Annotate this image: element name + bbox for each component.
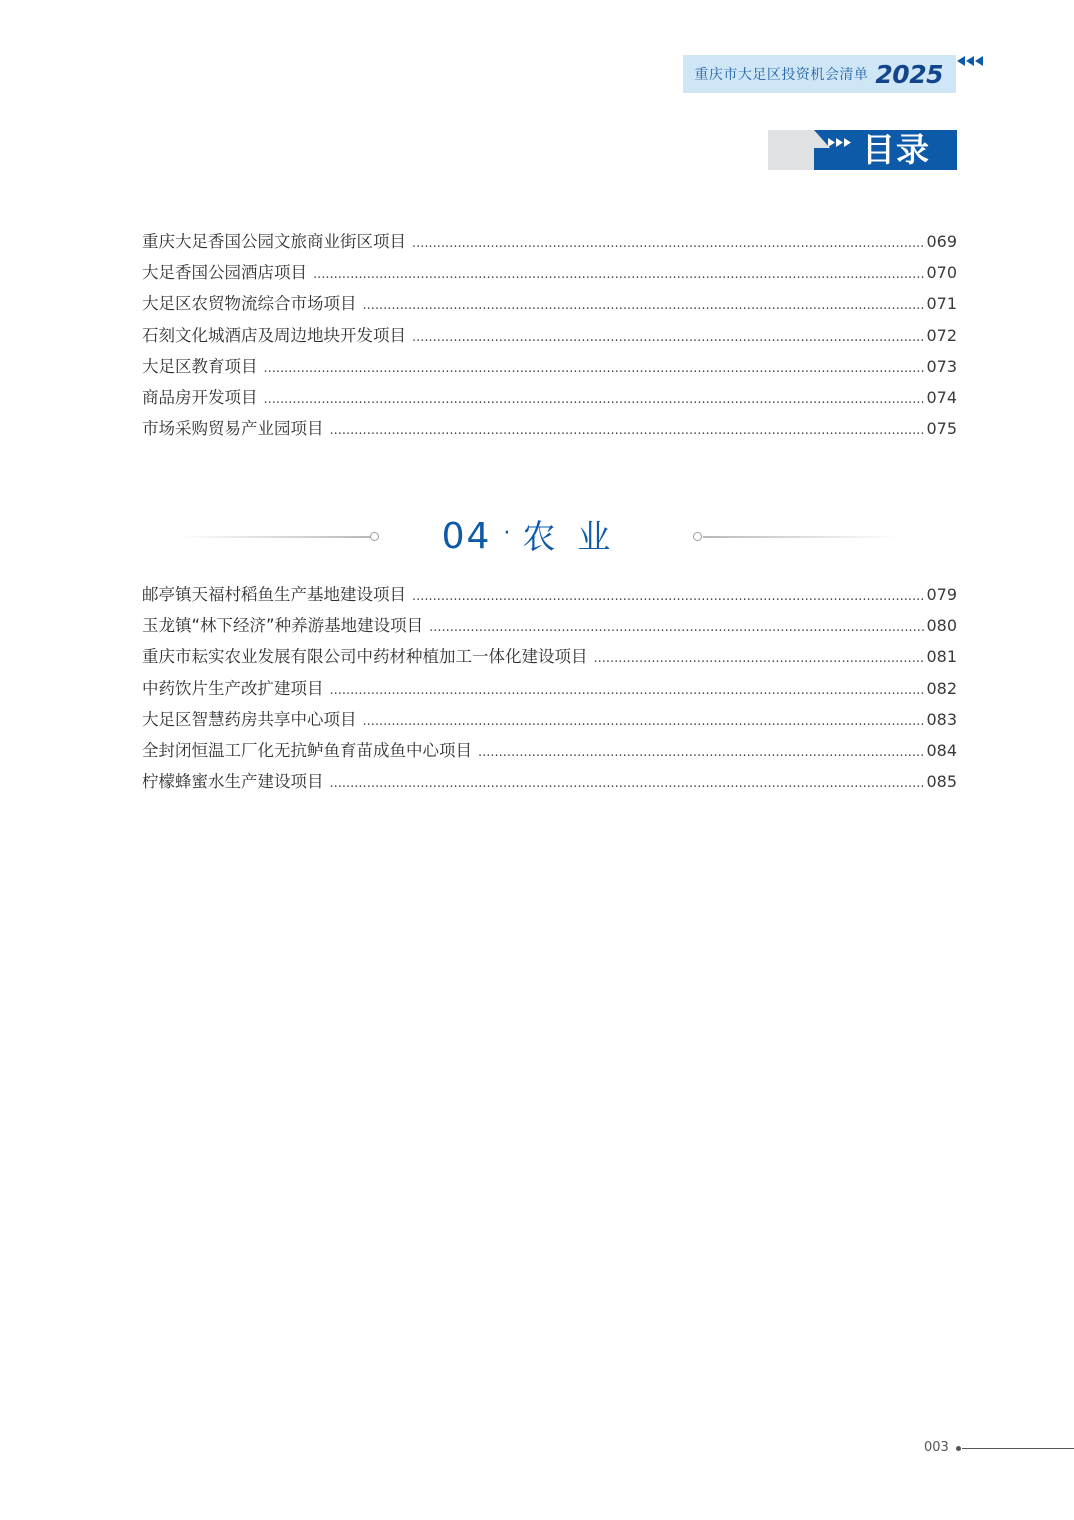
section-heading [386, 512, 688, 563]
toc-leader-dots [429, 620, 924, 635]
toc-entry[interactable] [142, 675, 957, 706]
toc-leader-dots [313, 267, 924, 282]
toc-entry[interactable] [142, 643, 957, 674]
toc-entry-page: 083 [926, 709, 957, 729]
toc-entry-title: 大足香国公园酒店项目 [142, 263, 307, 283]
toc-entry-title: 柠檬蜂蜜水生产建设项目 [142, 772, 324, 792]
toc-entry-page: 085 [926, 772, 957, 792]
toc-entry[interactable] [142, 384, 957, 415]
toc-list-section-4 [142, 581, 957, 799]
rewind-arrows-icon [957, 55, 985, 67]
toc-leader-dots [330, 683, 925, 698]
toc-entry[interactable] [142, 768, 957, 799]
toc-leader-dots [363, 714, 925, 729]
document-title: 重庆市大足区投资机会清单 [694, 67, 869, 83]
forward-arrows-icon [828, 138, 854, 147]
toc-leader-dots [412, 589, 924, 604]
toc-entry[interactable] [142, 581, 957, 612]
page-number: 003 [924, 1440, 949, 1455]
toc-entry-title: 大足区智慧药房共享中心项目 [142, 709, 357, 729]
section-divider-dot [693, 532, 702, 541]
toc-entry[interactable] [142, 290, 957, 321]
toc-leader-dots [264, 361, 925, 376]
toc-entry-page: 075 [926, 419, 957, 439]
toc-entry-page: 070 [926, 263, 957, 283]
toc-entry[interactable] [142, 322, 957, 353]
section-divider-left [178, 536, 371, 538]
toc-entry[interactable] [142, 353, 957, 384]
section-separator: · [503, 521, 511, 546]
toc-entry-title: 重庆市耘实农业发展有限公司中药材种植加工一体化建设项目 [142, 647, 588, 667]
toc-entry-page: 079 [926, 585, 957, 604]
toc-title: 目录 [862, 130, 930, 169]
toc-entry-page: 071 [926, 294, 957, 314]
toc-entry-title: 石刻文化城酒店及周边地块开发项目 [142, 325, 406, 345]
section-divider-right [703, 536, 898, 538]
toc-entry-title: 邮亭镇天福村稻鱼生产基地建设项目 [142, 585, 406, 604]
header-badge [683, 55, 956, 93]
toc-entry-page: 084 [926, 740, 957, 760]
toc-leader-dots [412, 236, 924, 251]
section-divider-dot [370, 532, 379, 541]
toc-entry[interactable] [142, 706, 957, 737]
toc-entry-page: 073 [926, 356, 957, 376]
toc-entry[interactable] [142, 415, 957, 446]
toc-entry-title: 商品房开发项目 [142, 387, 258, 407]
toc-entry[interactable] [142, 228, 957, 259]
section-number: 04 [441, 516, 492, 557]
toc-entry[interactable] [142, 612, 957, 643]
document-year: 2025 [875, 59, 943, 89]
toc-entry-page: 069 [926, 232, 957, 251]
toc-leader-dots [363, 298, 925, 313]
toc-entry[interactable] [142, 737, 957, 768]
toc-leader-dots [330, 776, 925, 791]
toc-leader-dots [478, 745, 924, 760]
toc-entry-page: 074 [926, 387, 957, 407]
toc-leader-dots [264, 392, 925, 407]
toc-leader-dots [330, 423, 925, 438]
toc-entry-page: 072 [926, 325, 957, 345]
toc-entry-page: 082 [926, 678, 957, 698]
toc-leader-dots [412, 330, 924, 345]
toc-leader-dots [594, 651, 925, 666]
section-name: 农业 [522, 517, 633, 556]
page-marker-dot [956, 1446, 961, 1451]
page-marker-line [962, 1448, 1074, 1449]
toc-entry-title: 市场采购贸易产业园项目 [142, 419, 324, 439]
toc-entry-page: 080 [926, 616, 957, 636]
toc-list-section-3 [142, 228, 957, 446]
toc-entry-title: 中药饮片生产改扩建项目 [142, 678, 324, 698]
toc-entry-title: 玉龙镇“林下经济”种养游基地建设项目 [142, 616, 424, 636]
toc-entry-title: 大足区教育项目 [142, 356, 258, 376]
toc-entry[interactable] [142, 259, 957, 290]
toc-entry-title: 重庆大足香国公园文旅商业街区项目 [142, 232, 406, 251]
toc-entry-page: 081 [926, 647, 957, 667]
toc-entry-title: 大足区农贸物流综合市场项目 [142, 294, 357, 314]
toc-entry-title: 全封闭恒温工厂化无抗鲈鱼育苗成鱼中心项目 [142, 740, 472, 760]
